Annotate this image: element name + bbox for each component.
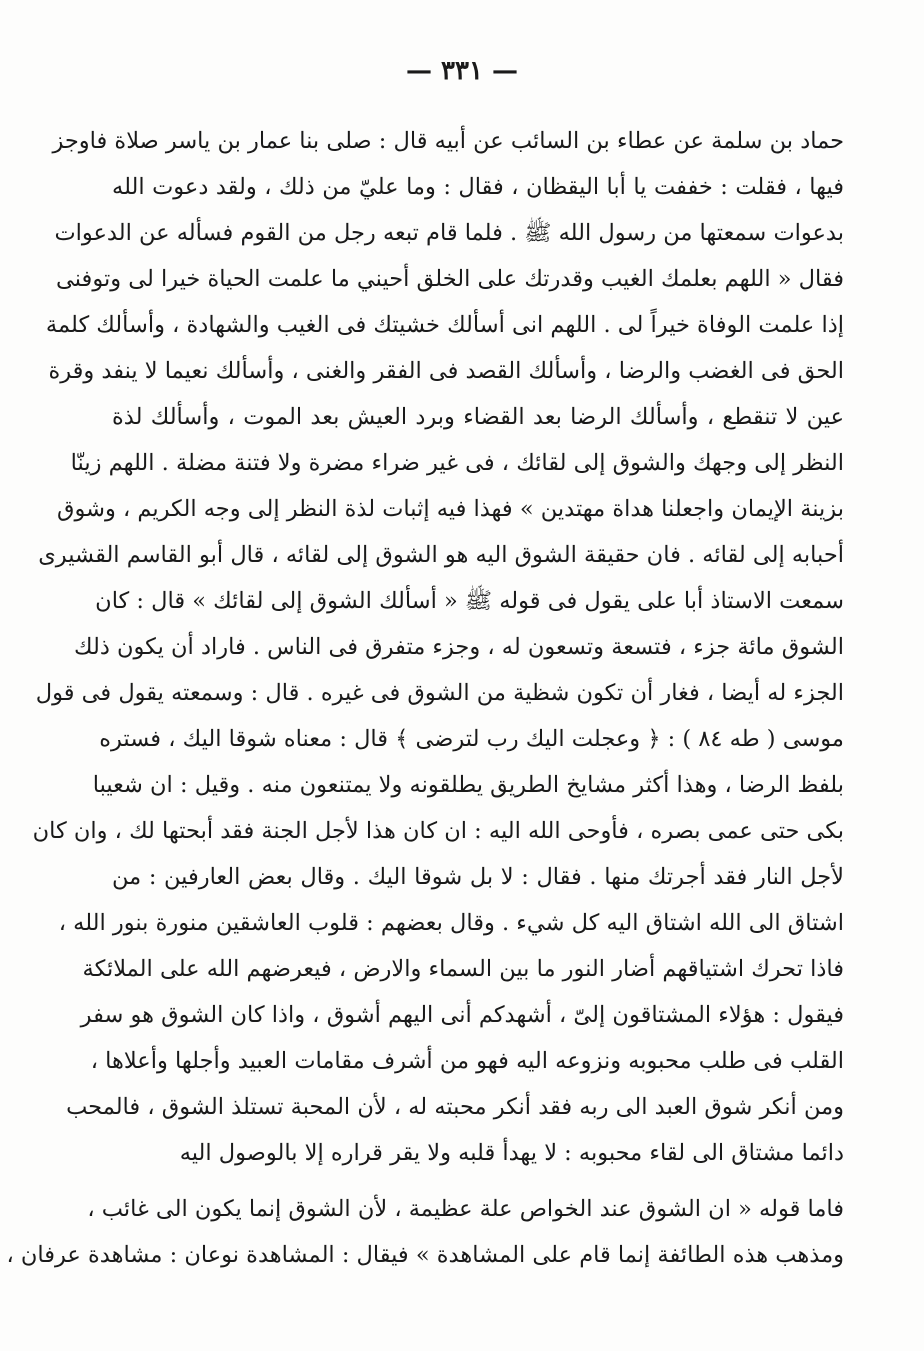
text-line: بدعوات سمعتها من رسول الله ﷺ . فلما قام تبعه رجل من القوم فسأله عن الدعوات <box>54 220 844 246</box>
page-number: — ٣٣١ — <box>405 56 519 86</box>
text-line: عين لا تنقطع ، وأسألك الرضا بعد القضاء وبرد العيش بعد الموت ، وأسألك لذة <box>112 404 844 430</box>
text-line: ومذهب هذه الطائفة إنما قام على المشاهدة » فيقال : المشاهدة نوعان : مشاهدة عرفان ، <box>6 1242 844 1268</box>
text-line: حماد بن سلمة عن عطاء بن السائب عن أبيه قال : صلى بنا عمار بن ياسر صلاة فاوجز <box>52 128 844 154</box>
text-line: بكى حتى عمى بصره ، فأوحى الله اليه : ان كان هذا لأجل الجنة فقد أبحتها لك ، وان كان <box>32 818 844 844</box>
text-line: إذا علمت الوفاة خيراً لى . اللهم انى أسألك خشيتك فى الغيب والشهادة ، وأسألك كلمة <box>45 312 844 338</box>
text-line: اشتاق الى الله اشتاق اليه كل شيء . وقال بعضهم : قلوب العاشقين منورة بنور الله ، <box>58 910 844 936</box>
text-line: القلب فى طلب محبوبه ونزوعه اليه فهو من أشرف مقامات العبيد وأجلها وأعلاها ، <box>90 1048 844 1074</box>
text-line: دائما مشتاق الى لقاء محبوبه : لا يهدأ قلبه ولا يقر قراره إلا بالوصول اليه <box>179 1140 844 1166</box>
text-line: ومن أنكر شوق العبد الى ربه فقد أنكر محبته له ، لأن المحبة تستلذ الشوق ، فالمحب <box>66 1094 844 1120</box>
text-line: أحبابه إلى لقائه . فان حقيقة الشوق اليه هو الشوق إلى لقائه ، قال أبو القاسم القشيرى <box>38 542 844 568</box>
text-line: فيقول : هؤلاء المشتاقون إلىّ ، أشهدكم أنى اليهم أشوق ، واذا كان الشوق هو سفر <box>80 1002 844 1028</box>
text-line: فيها ، فقلت : خففت يا أبا اليقظان ، فقال : وما عليّ من ذلك ، ولقد دعوت الله <box>112 174 844 200</box>
paragraph-1 <box>32 118 844 1176</box>
text-line: الشوق مائة جزء ، فتسعة وتسعون له ، وجزء متفرق فى الناس . فاراد أن يكون ذلك <box>74 634 844 660</box>
text-line: موسى ( طه ٨٤ ) : ﴿ وعجلت اليك رب لترضى ﴾ قال : معناه شوقا اليك ، فستره <box>99 726 844 752</box>
text-line: بزينة الإيمان واجعلنا هداة مهتدين » فهذا فيه إثبات لذة النظر إلى وجه الكريم ، وشوق <box>57 496 844 522</box>
text-line: الحق فى الغضب والرضا ، وأسألك القصد فى الفقر والغنى ، وأسألك نعيما لا ينفد وقرة <box>48 358 844 384</box>
paragraph-2 <box>6 1186 844 1278</box>
text-line: فاما قوله « ان الشوق عند الخواص علة عظيمة ، لأن الشوق إنما يكون الى غائب ، <box>87 1196 844 1222</box>
text-line: سمعت الاستاذ أبا على يقول فى قوله ﷺ « أسألك الشوق إلى لقائك » قال : كان <box>95 588 844 614</box>
text-line: بلفظ الرضا ، وهذا أكثر مشايخ الطريق يطلقونه ولا يمتنعون منه . وقيل : ان شعيبا <box>92 772 844 798</box>
text-line: الجزء له أيضا ، فغار أن تكون شظية من الشوق فى غيره . قال : وسمعته يقول فى قول <box>35 680 844 706</box>
text-line: النظر إلى وجهك والشوق إلى لقائك ، فى غير ضراء مضرة ولا فتنة مضلة . اللهم زينّا <box>70 450 844 476</box>
text-line: فاذا تحرك اشتياقهم أضار النور ما بين السماء والارض ، فيعرضهم الله على الملائكة <box>82 956 844 982</box>
text-line: فقال « اللهم بعلمك الغيب وقدرتك على الخلق أحيني ما علمت الحياة خيرا لى وتوفنى <box>56 266 844 292</box>
text-line: لأجل النار فقد أجرتك منها . فقال : لا بل شوقا اليك . وقال بعض العارفين : من <box>112 864 844 890</box>
